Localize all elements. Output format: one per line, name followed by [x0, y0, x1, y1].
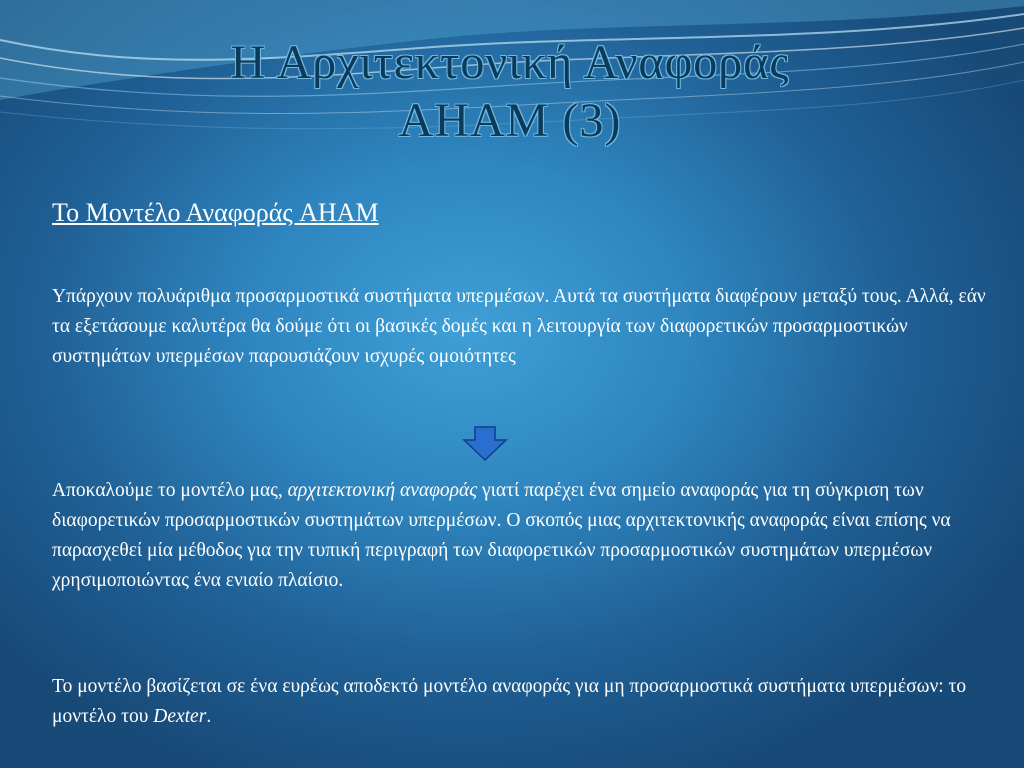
title-line-2: AHAM (3)	[398, 94, 622, 147]
paragraph3-emphasis: Dexter	[153, 706, 207, 727]
paragraph-reference-architecture	[52, 476, 992, 596]
slide-title	[60, 34, 960, 150]
title-line-1: Η Αρχιτεκτονική Αναφοράς	[230, 36, 790, 89]
down-arrow-icon	[462, 426, 508, 462]
paragraph2-emphasis: αρχιτεκτονική αναφοράς	[287, 480, 478, 501]
section-heading: Το Μοντέλο Αναφοράς AHAM	[52, 198, 379, 227]
paragraph-intro: Υπάρχουν πολυάριθμα προσαρμοστικά συστήματα υπερμέσων. Αυτά τα συστήματα διαφέρουν μεταξύ τους. Αλλά, εάν τα εξετάσουμε καλυτέρα θα δούμε ότι οι βασικές δομές και η λειτουργία των διαφορετικών προσαρμοστικών συστημάτων υπερμέσων παρουσιάζουν ισχυρές ομοιότητες	[52, 286, 986, 367]
paragraph3-text-end: .	[206, 706, 212, 727]
paragraph-dexter-model	[52, 672, 992, 732]
paragraph2-text-end: γιατί παρέχει ένα σημείο αναφοράς για τη σύγκριση των διαφορετικών προσαρμοστικών συστημάτων υπερμέσων. Ο σκοπός μιας αρχιτεκτονικής αναφοράς είναι επίσης να παρασχεθεί μία μέθοδος για την τυπική περιγραφή των διαφορετικών προσαρμοστικών συστημάτων υπερμέσων χρησιμοποιώντας ένα ενιαίο πλαίσιο.	[52, 480, 951, 591]
paragraph2-text-start: Αποκαλούμε το μοντέλο μας,	[52, 480, 288, 501]
paragraph3-text-start: Το μοντέλο βασίζεται σε ένα ευρέως αποδεκτό μοντέλο αναφοράς για μη προσαρμοστικά συστήματα υπερμέσων: το μοντέλο του	[52, 676, 967, 727]
